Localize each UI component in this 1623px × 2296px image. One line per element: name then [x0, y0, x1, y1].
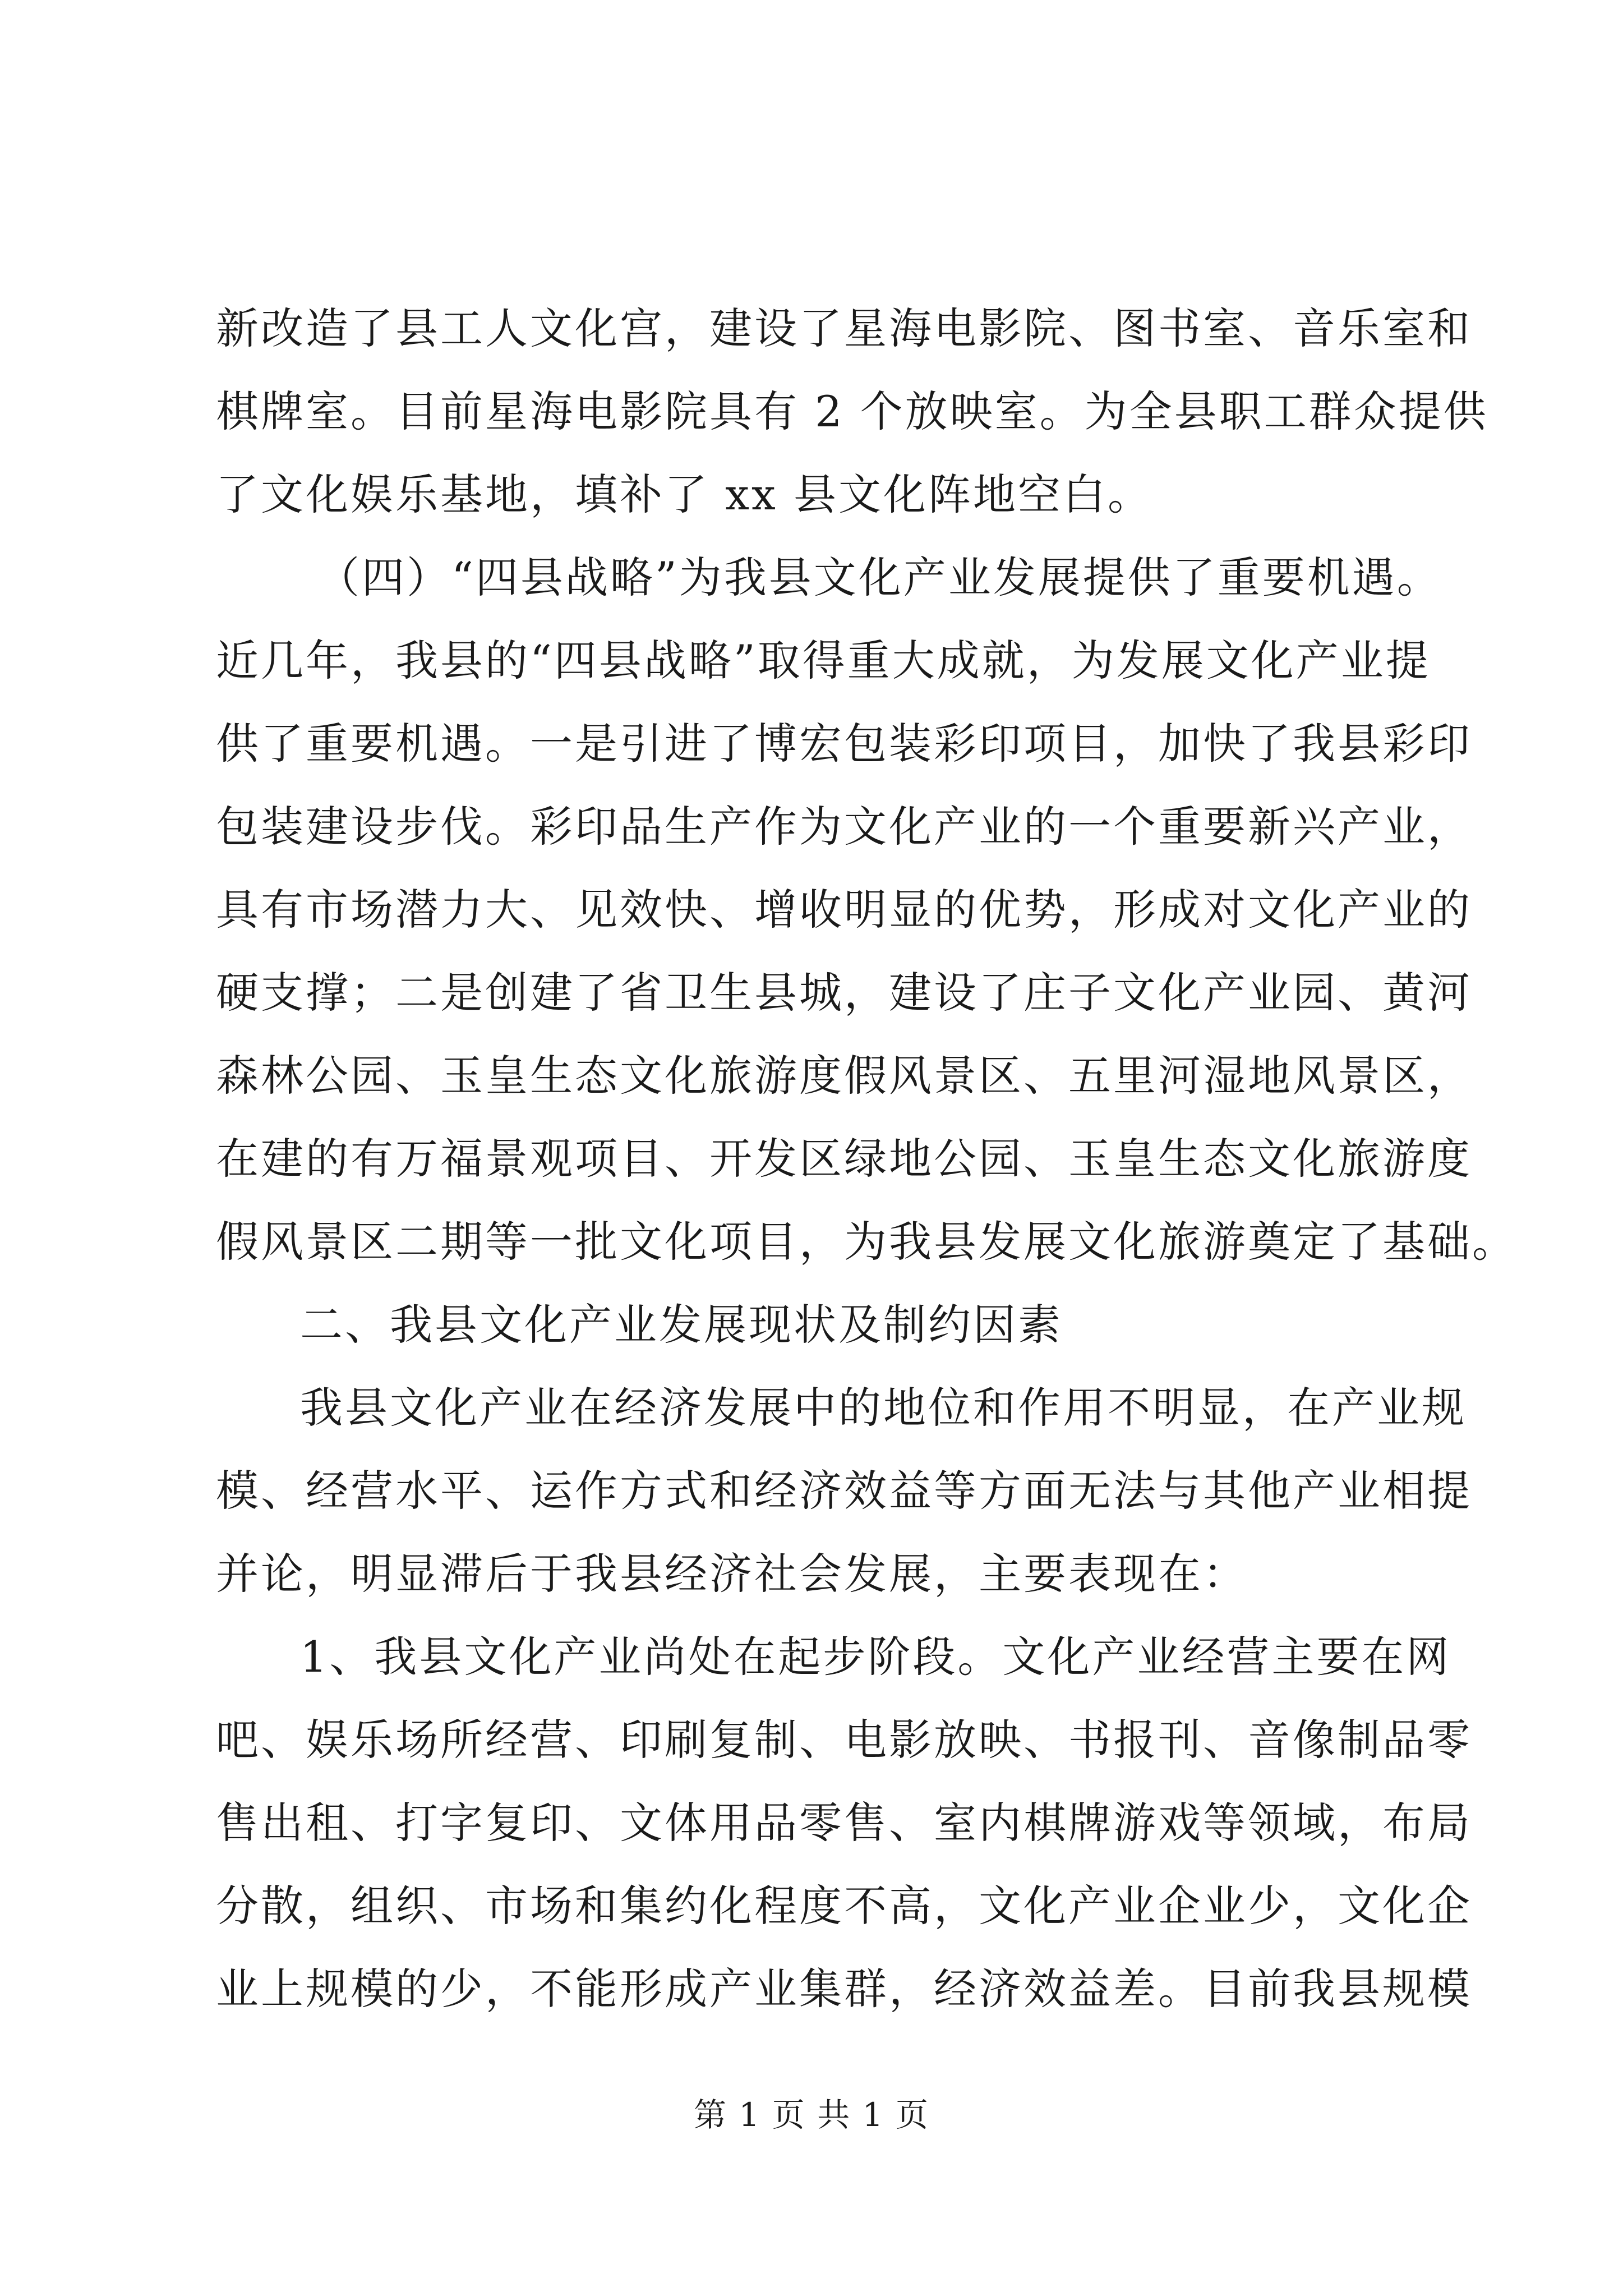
text-line: 硬支撑；二是创建了省卫生县城，建设了庄子文化产业园、黄河 — [216, 968, 1472, 1018]
page-number-label: 第 1 页 共 1 页 — [694, 2096, 929, 2134]
text-line: 具有市场潜力大、见效快、增收明显的优势，形成对文化产业的 — [216, 885, 1472, 935]
section-heading-4: （四）“四县战略”为我县文化产业发展提供了重要机遇。 — [317, 553, 1442, 602]
text-line: 在建的有万福景观项目、开发区绿地公园、玉皇生态文化旅游度 — [216, 1134, 1472, 1184]
text-line: 模、经营水平、运作方式和经济效益等方面无法与其他产业相提 — [216, 1466, 1472, 1516]
text-line: 新改造了县工人文化宫，建设了星海电影院、图书室、音乐室和 — [216, 303, 1472, 353]
text-line: 近几年，我县的“四县战略”取得重大成就，为发展文化产业提 — [216, 636, 1431, 685]
text-line: 分散，组织、市场和集约化程度不高，文化产业企业少，文化企 — [216, 1881, 1472, 1931]
text-line: 我县文化产业在经济发展中的地位和作用不明显，在产业规 — [300, 1383, 1467, 1433]
text-line: 售出租、打字复印、文体用品零售、室内棋牌游戏等领域，布局 — [216, 1798, 1472, 1848]
text-line: 棋牌室。目前星海电影院具有 2 个放映室。为全县职工群众提供 — [216, 386, 1488, 436]
text-line: 包装建设步伐。彩印品生产作为文化产业的一个重要新兴产业， — [216, 802, 1472, 852]
text-line: 业上规模的少，不能形成产业集群，经济效益差。目前我县规模 — [216, 1964, 1472, 2014]
text-line: 并论，明显滞后于我县经济社会发展，主要表现在： — [216, 1549, 1248, 1599]
page-footer — [0, 2092, 1623, 2137]
text-line: 假风景区二期等一批文化项目，为我县发展文化旅游奠定了基础。 — [216, 1217, 1517, 1267]
section-heading-2: 二、我县文化产业发展现状及制约因素 — [300, 1300, 1063, 1350]
text-line: 了文化娱乐基地，填补了 xx 县文化阵地空白。 — [216, 470, 1153, 519]
text-line: 森林公园、玉皇生态文化旅游度假风景区、五里河湿地风景区， — [216, 1051, 1472, 1101]
text-line: 吧、娱乐场所经营、印刷复制、电影放映、书报刊、音像制品零 — [216, 1715, 1472, 1765]
text-line: 供了重要机遇。一是引进了博宏包装彩印项目，加快了我县彩印 — [216, 719, 1472, 769]
document-body — [216, 287, 1517, 2031]
text-line: 1、我县文化产业尚处在起步阶段。文化产业经营主要在网 — [300, 1632, 1451, 1682]
